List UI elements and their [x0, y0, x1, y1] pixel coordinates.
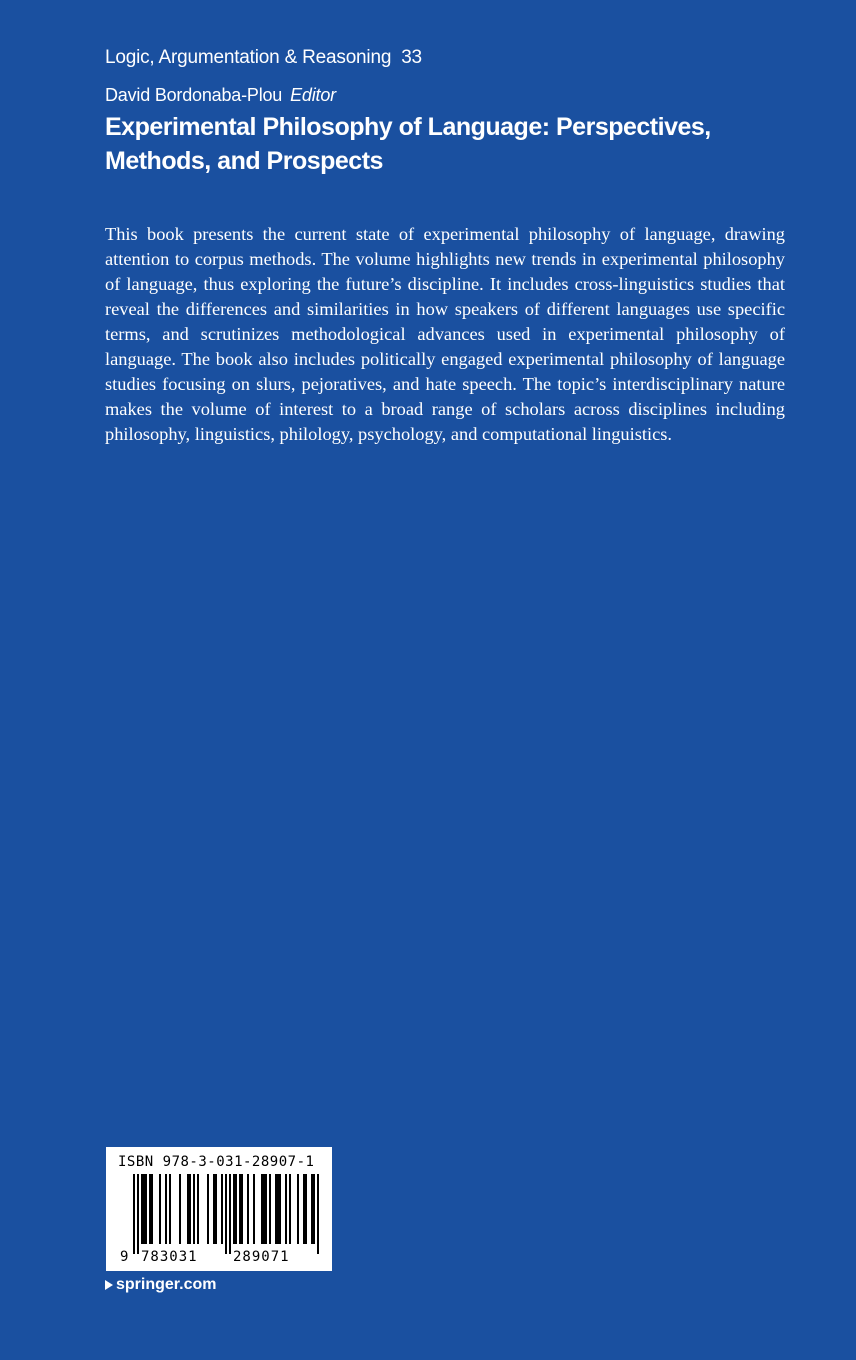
- series-line: [105, 44, 805, 72]
- barcode-bar: [265, 1174, 267, 1244]
- barcode-bar: [239, 1174, 241, 1244]
- barcode-bar: [143, 1174, 145, 1244]
- barcode-bar: [317, 1174, 319, 1254]
- barcode-bar: [275, 1174, 277, 1244]
- barcode-bar: [269, 1174, 271, 1244]
- barcode-bar: [169, 1174, 171, 1244]
- barcode-bar: [225, 1174, 227, 1254]
- isbn-barcode: [106, 1147, 332, 1271]
- barcode-bar: [235, 1174, 237, 1244]
- barcode-bar: [229, 1174, 231, 1254]
- barcode-bar: [285, 1174, 287, 1244]
- triangle-arrow-icon: [105, 1280, 113, 1290]
- barcode-bar: [193, 1174, 195, 1244]
- barcode-bar: [165, 1174, 167, 1244]
- barcode-bar: [145, 1174, 147, 1244]
- barcode-digits: 9: [120, 1249, 130, 1265]
- editor-role: Editor: [290, 85, 336, 105]
- barcode-graphic: [120, 1174, 320, 1266]
- barcode-bar: [279, 1174, 281, 1244]
- barcode-bar: [151, 1174, 153, 1244]
- editor-line: [105, 82, 805, 108]
- barcode-bar: [213, 1174, 215, 1244]
- publisher-link[interactable]: [105, 1274, 216, 1296]
- barcode-bar: [241, 1174, 243, 1244]
- series-volume: 33: [401, 47, 422, 68]
- book-blurb: This book presents the current state of experimental philosophy of language, drawing attention to corpus methods. The volume highlights new trends in experimental philosophy of language, thus exploring the future’s discipline. It includes cross-linguistics studies that reveal the differences and similarities in how speakers of different languages use specific terms, and scrutinizes methodological advances used in experimental philosophy of language. The book also includes politically engaged experimental philosophy of language studies focusing on slurs, pejoratives, and hate speech. The topic’s interdisciplinary nature makes the volume of interest to a broad range of scholars across disciplines including philosophy, linguistics, philology, psychology, and computational linguistics.: [105, 224, 785, 444]
- barcode-bar: [313, 1174, 315, 1244]
- barcode-digits: 783031: [141, 1249, 198, 1265]
- barcode-bar: [247, 1174, 249, 1244]
- cover-header: [105, 44, 805, 178]
- barcode-bar: [133, 1174, 135, 1254]
- barcode-bar: [141, 1174, 143, 1244]
- book-title: Experimental Philosophy of Language: Perspectives, Methods, and Prospects: [105, 113, 711, 175]
- barcode-bar: [261, 1174, 263, 1244]
- barcode-bars: [120, 1174, 320, 1266]
- barcode-bar: [179, 1174, 181, 1244]
- barcode-bar: [221, 1174, 223, 1244]
- barcode-bar: [305, 1174, 307, 1244]
- barcode-bar: [289, 1174, 291, 1244]
- barcode-bar: [149, 1174, 151, 1244]
- barcode-bar: [159, 1174, 161, 1244]
- editor-name: David Bordonaba-Plou: [105, 85, 283, 105]
- barcode-bar: [189, 1174, 191, 1244]
- barcode-bar: [187, 1174, 189, 1244]
- barcode-bar: [303, 1174, 305, 1244]
- publisher-url: springer.com: [116, 1276, 217, 1293]
- barcode-bar: [215, 1174, 217, 1244]
- barcode-bar: [233, 1174, 235, 1244]
- barcode-bar: [263, 1174, 265, 1244]
- barcode-bar: [311, 1174, 313, 1244]
- barcode-bar: [197, 1174, 199, 1244]
- barcode-bar: [253, 1174, 255, 1244]
- barcode-digits: 289071: [233, 1249, 290, 1265]
- barcode-bar: [137, 1174, 139, 1254]
- series-name: Logic, Argumentation & Reasoning: [105, 47, 392, 68]
- isbn-label: ISBN 978-3-031-28907-1: [118, 1154, 315, 1170]
- barcode-bar: [277, 1174, 279, 1244]
- barcode-bar: [297, 1174, 299, 1244]
- barcode-bar: [207, 1174, 209, 1244]
